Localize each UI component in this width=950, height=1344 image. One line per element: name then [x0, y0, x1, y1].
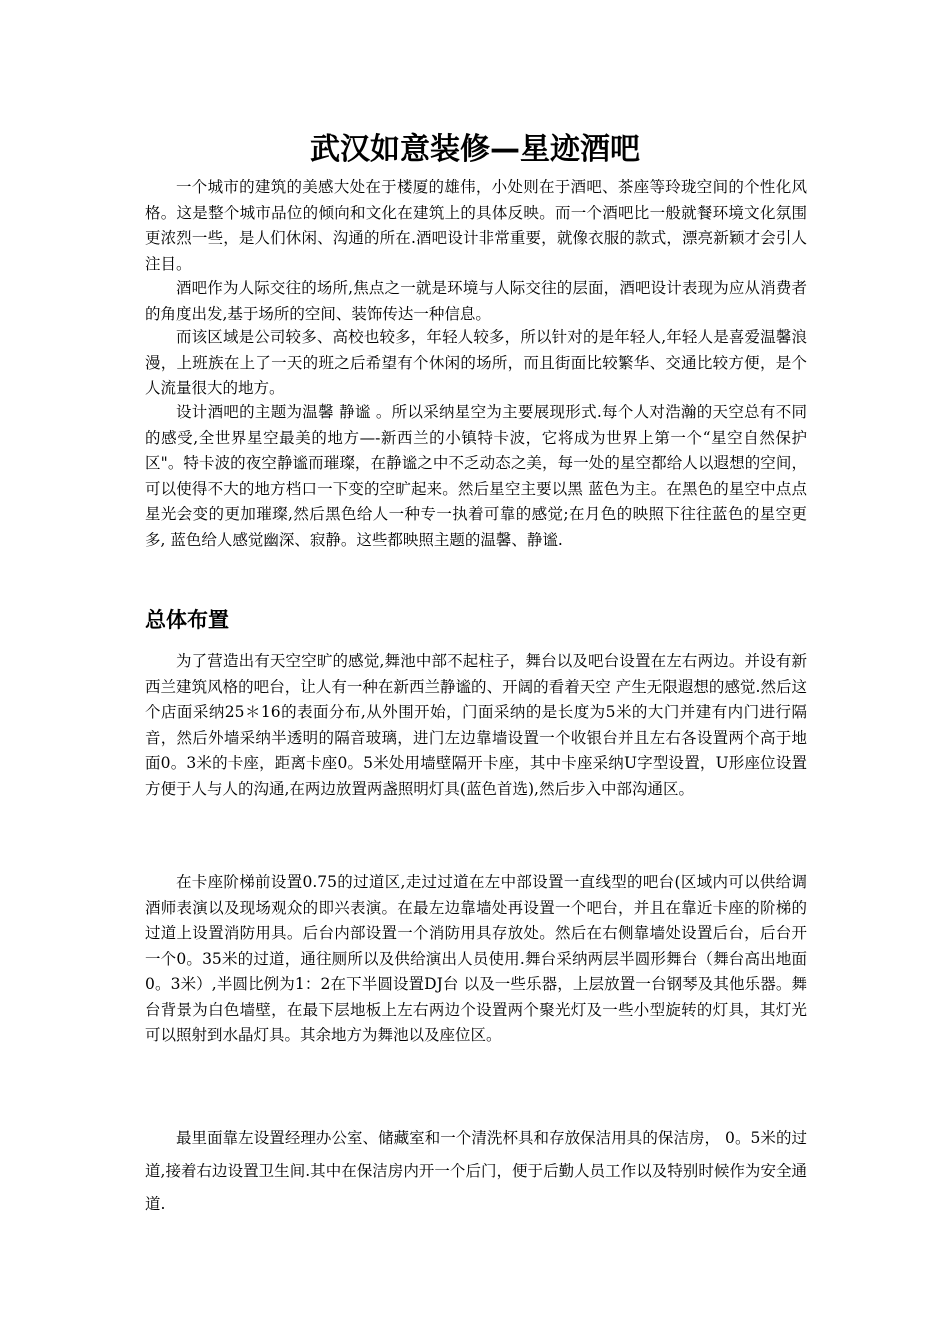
document-title: 武汉如意装修—星迹酒吧: [310, 132, 640, 167]
intro-paragraph-4: 设计酒吧的主题为温馨 静谧 。所以采纳星空为主要展现形式.每个人对浩瀚的天空总有不同的感受,全世界星空最美的地方—-新西兰的小镇特卡波，它将成为世界上第一个“星空自然保护区"。特卡波的夜空静谧而璀璨，在静谧之中不乏动态之美，每一处的星空都给人以遐想的空间，可以使得不大的地方档口一下变的空旷起来。然后星空主要以黑 蓝色为主。在黑色的星空中点点星光会变的更加璀璨,然后黑色给人一种专一执着可靠的感觉;在月色的映照下往往蓝色的星空更多, 蓝色给人感觉幽深、寂静。这些都映照主题的温馨、静谧.: [145, 403, 807, 549]
intro-paragraph-3: 而该区域是公司较多、高校也较多，年轻人较多，所以针对的是年轻人,年轻人是喜爱温馨浪漫，上班族在上了一天的班之后希望有个休闲的场所，而且街面比较繁华、交通比较方便，是个人流量很大的地方。: [145, 328, 807, 397]
layout-paragraph-3: 最里面靠左设置经理办公室、储藏室和一个清洗杯具和存放保洁用具的保洁房， 0。5米的过道,接着右边设置卫生间.其中在保洁房内开一个后门，便于后勤人员工作以及特别时候作为安全通道.: [145, 1129, 807, 1213]
intro-paragraph-2: 酒吧作为人际交往的场所,焦点之一就是环境与人际交往的层面，酒吧设计表现为应从消费者的角度出发,基于场所的空间、装饰传达一种信息。: [145, 279, 807, 323]
layout-paragraph-2: 在卡座阶梯前设置0.75的过道区,走过过道在左中部设置一直线型的吧台(区域内可以供给调酒师表演以及现场观众的即兴表演。在最左边靠墙处再设置一个吧台，并且在靠近卡座的阶梯的过道上设置消防用具。后台内部设置一个消防用具存放处。然后在右侧靠墙处设置后台，后台开一个0。35米的过道，通往厕所以及供给演出人员使用.舞台采纳两层半圆形舞台（舞台高出地面0。3米）,半圆比例为1：2在下半圆设置DJ台 以及一些乐器，上层放置一台钢琴及其他乐器。舞台背景为白色墙壁，在最下层地板上左右两边个设置两个聚光灯及一些小型旋转的灯具，其灯光可以照射到水晶灯具。其余地方为舞池以及座位区。: [145, 873, 807, 1044]
intro-paragraph-1: 一个城市的建筑的美感大处在于楼厦的雄伟，小处则在于酒吧、茶座等玲珑空间的个性化风格。这是整个城市品位的倾向和文化在建筑上的具体反映。而一个酒吧比一般就餐环境文化氛围更浓烈一些，是人们休闲、沟通的所在.酒吧设计非常重要，就像衣服的款式，漂亮新颖才会引人注目。: [145, 178, 807, 273]
layout-paragraph-1: 为了营造出有天空空旷的感觉,舞池中部不起柱子，舞台以及吧台设置在左右两边。并设有新西兰建筑风格的吧台，让人有一种在新西兰静谧的、开阔的看着天空 产生无限遐想的感觉.然后这个店面采纳25＊16的表面分布,从外围开始，门面采纳的是长度为5米的大门并建有内门进行隔音，然后外墙采纳半透明的隔音玻璃，进门左边靠墙设置一个收银台并且左右各设置两个高于地面0。3米的卡座，距离卡座0。5米处用墙壁隔开卡座，其中卡座采纳U字型设置，U形座位设置方便于人与人的沟通,在两边放置两盏照明灯具(蓝色首选),然后步入中部沟通区。: [145, 652, 807, 798]
section-heading: 总体布置: [145, 608, 229, 632]
